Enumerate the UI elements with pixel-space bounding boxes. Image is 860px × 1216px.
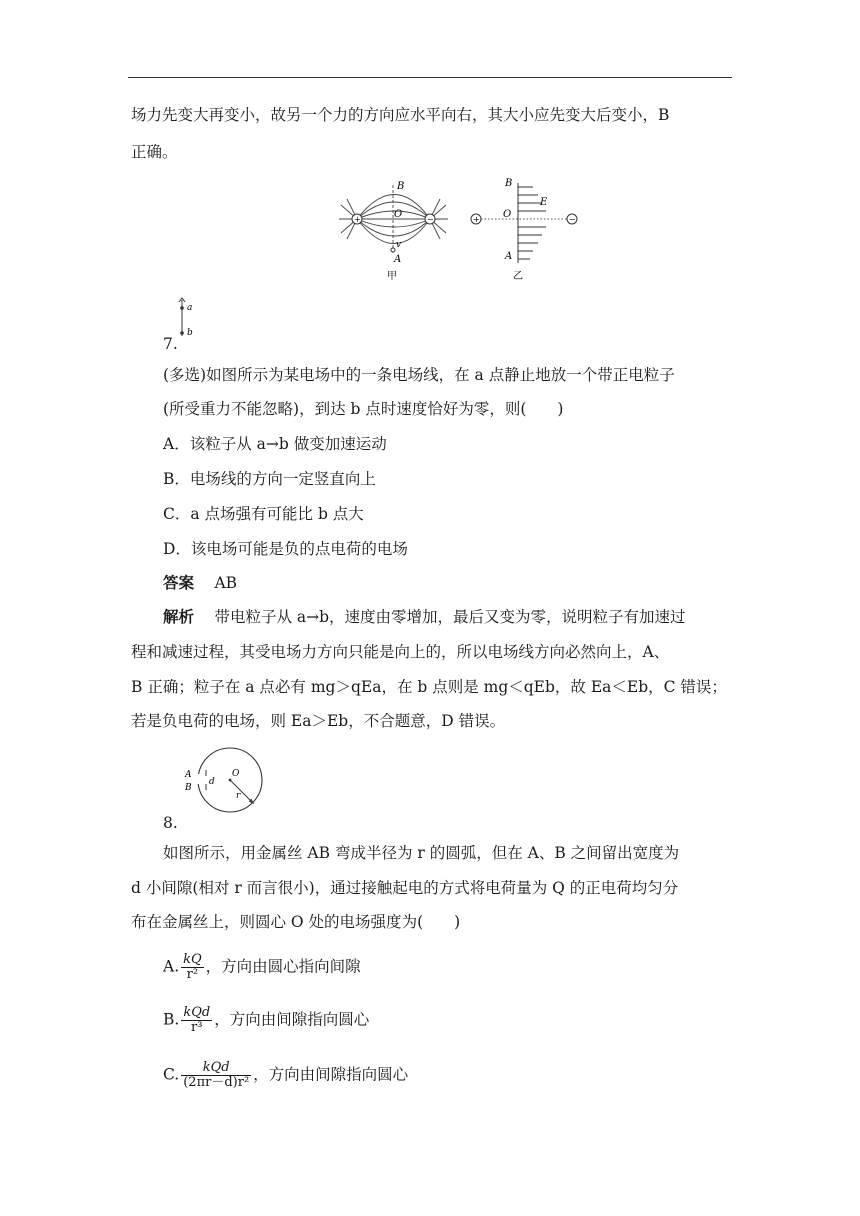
field-lines-figure: [335, 175, 575, 285]
question-number: 7.: [163, 335, 178, 353]
fraction: $\frac{\text{kQd}}{\text{(2πr－d)r²}}$: [183, 1060, 250, 1090]
label-d: d: [209, 777, 215, 787]
svg-text:−: −: [569, 215, 576, 224]
fraction: $\frac{\text{kQd}}{\text{r³}}$: [183, 1005, 211, 1035]
label-B2: B: [505, 178, 513, 189]
label-a: a: [187, 303, 193, 313]
caption-yi: 乙: [513, 271, 523, 282]
question-stem: (多选)如图所示为某电场中的一条电场线，在 a 点静止地放一个带正电粒子: [163, 366, 675, 384]
analysis-line: 解析 带电粒子从 a→b，速度由零增加，最后又变为零，说明粒子有加速过: [163, 607, 686, 626]
paragraph-line: 正确。: [131, 143, 178, 161]
svg-text:+: +: [473, 215, 480, 224]
fraction: $\frac{kQ}{\text{r²}}$: [183, 952, 202, 982]
answer: [163, 572, 237, 594]
header-rule: [128, 77, 732, 78]
label-B: B: [397, 181, 405, 192]
ring-gap-figure: [182, 746, 264, 814]
label-E: E: [540, 197, 548, 208]
label-b: b: [187, 328, 193, 338]
svg-text:−: −: [427, 215, 434, 224]
option-b: B. $\frac{\text{kQd}}{\text{r³}}$ ，方向由间隙指向圆心: [163, 1005, 370, 1035]
label-O2: O: [503, 209, 512, 220]
svg-text:+: +: [354, 215, 361, 224]
option-a: A. $\frac{kQ}{\text{r²}}$ ，方向由圆心指向间隙: [163, 952, 361, 982]
question-stem: 布在金属丝上，则圆心 O 处的电场强度为( ): [131, 913, 461, 931]
question-stem: 如图所示，用金属丝 AB 弯成半径为 r 的圆弧，但在 A、B 之间留出宽度为: [163, 844, 680, 862]
field-line-ab-figure: [176, 296, 206, 341]
analysis-line: 若是负电荷的电场，则 Ea＞Eb，不合题意，D 错误。: [131, 712, 506, 730]
label-v: v: [396, 240, 402, 250]
caption-jia: 甲: [387, 271, 397, 282]
analysis-line: B 正确；粒子在 a 点必有 mg＞qEa，在 b 点则是 mg＜qEb，故 Ea＜Eb，C 错误；: [131, 678, 727, 696]
label-A: A: [394, 254, 402, 265]
option-b: B．电场线的方向一定竖直向上: [163, 470, 376, 488]
question-number: 8.: [163, 814, 178, 832]
question-stem: (所受重力不能忽略)，到达 b 点时速度恰好为零，则( ): [163, 400, 564, 418]
label-O3: O: [232, 769, 240, 779]
answer-value: AB: [214, 574, 238, 592]
answer-label: 答案: [163, 573, 195, 592]
option-a: A．该粒子从 a→b 做变加速运动: [163, 435, 387, 453]
question-stem: d 小间隙(相对 r 而言很小)，通过接触起电的方式将电荷量为 Q 的正电荷均匀分: [131, 879, 679, 897]
label-A2: A: [505, 251, 513, 262]
paragraph-line: 场力先变大再变小，故另一个力的方向应水平向右，其大小应先变大后变小，B: [131, 106, 670, 124]
option-d: D．该电场可能是负的点电荷的电场: [163, 540, 408, 558]
label-r: r: [236, 791, 241, 801]
label-A3: A: [185, 770, 192, 780]
analysis-line: 程和减速过程，其受电场力方向只能是向上的，所以电场线方向必然向上，A、: [131, 643, 670, 661]
option-c: C. $\frac{\text{kQd}}{\text{(2πr－d)r²}}$ ，方向由间隙指向圆心: [163, 1060, 409, 1090]
analysis-label: 解析: [163, 607, 195, 626]
label-O: O: [394, 209, 403, 220]
label-B3: B: [185, 783, 192, 793]
option-c: C．a 点场强有可能比 b 点大: [163, 505, 364, 523]
